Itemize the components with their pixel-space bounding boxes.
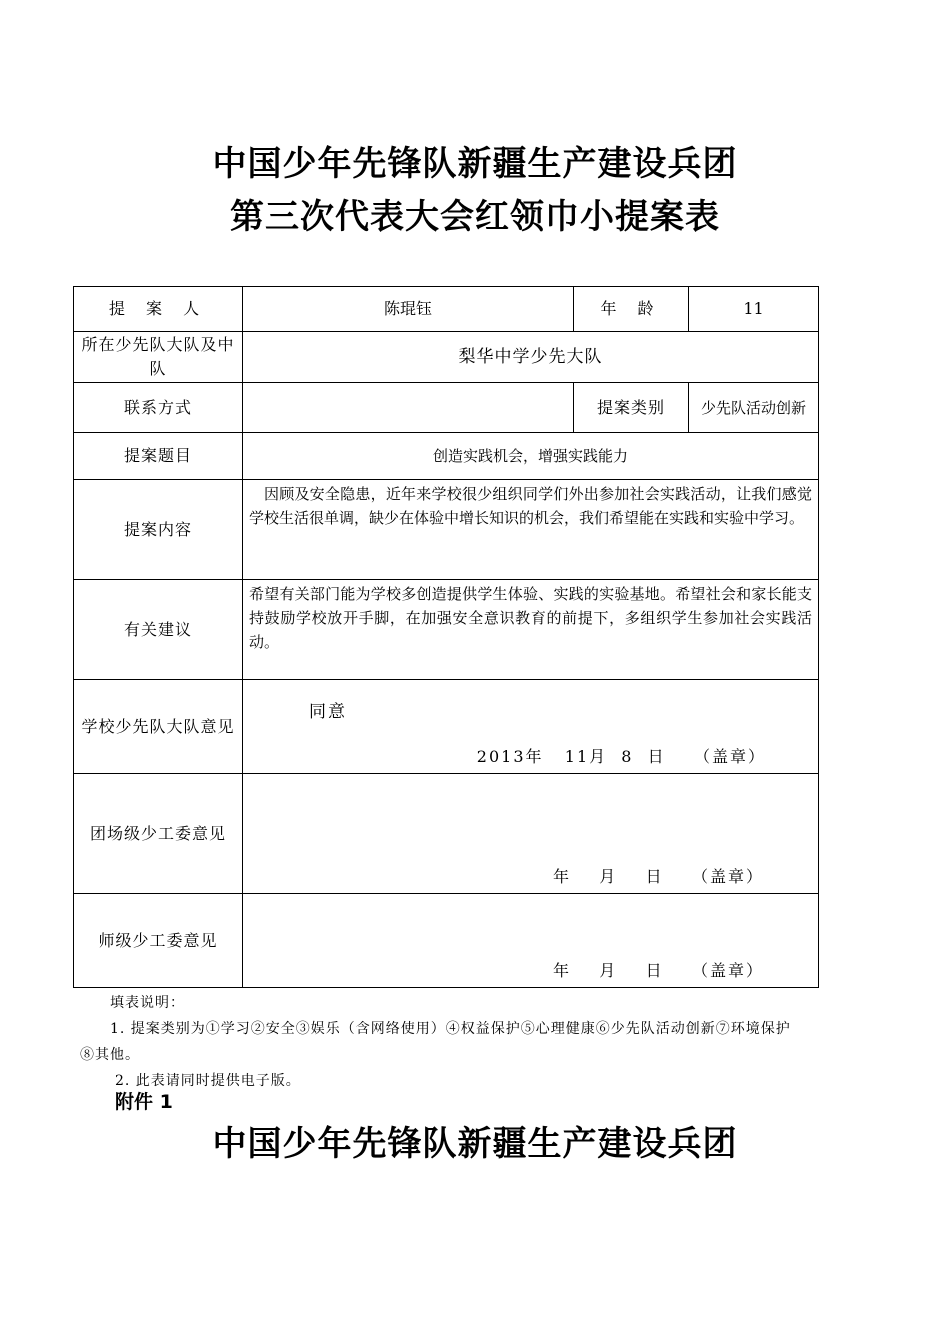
suggestion-label: 有关建议: [74, 580, 243, 680]
attachment-label: 附件 1: [115, 1091, 173, 1113]
regiment-opinion-label: 团场级少工委意见: [74, 774, 243, 894]
brigade-row: [74, 332, 819, 383]
age-label: 年 龄: [574, 287, 689, 332]
content-row: [74, 480, 819, 580]
brigade-label: 所在少先队大队及中队: [74, 332, 243, 383]
brigade-value: 梨华中学少先大队: [243, 332, 819, 383]
school-opinion-date: 2013年 11月 8 日 （盖章）: [476, 747, 766, 766]
document-title-line-2: 第三次代表大会红领巾小提案表: [230, 197, 720, 237]
instruction-item-1-continued: ⑧其他。: [80, 1047, 140, 1063]
suggestion-row: [74, 580, 819, 680]
content-label: 提案内容: [74, 480, 243, 580]
proposal-form-table: [73, 286, 819, 988]
attachment-title: 中国少年先锋队新疆生产建设兵团: [212, 1124, 738, 1164]
division-opinion-label: 师级少工委意见: [74, 894, 243, 988]
instruction-item-2: 2. 此表请同时提供电子版。: [115, 1073, 301, 1089]
filling-instructions: [80, 990, 880, 1094]
topic-value: 创造实践机会，增强实践能力: [243, 433, 819, 480]
document-title-line-1: 中国少年先锋队新疆生产建设兵团: [212, 144, 738, 184]
proposer-label: 提 案 人: [74, 287, 243, 332]
school-opinion-text: 同意: [309, 702, 347, 722]
suggestion-value: 希望有关部门能为学校多创造提供学生体验、实践的实验基地。希望社会和家长能支持鼓励学校放开手脚，在加强安全意识教育的前提下，多组织学生参加社会实践活动。: [243, 580, 819, 680]
topic-row: [74, 433, 819, 480]
proposer-row: [74, 287, 819, 332]
school-opinion-cell: [243, 680, 819, 774]
instruction-item-1: 1. 提案类别为①学习②安全③娱乐（含网络使用）④权益保护⑤心理健康⑥少先队活动创新⑦环境保护: [110, 1021, 791, 1037]
proposer-value: 陈琨钰: [243, 287, 574, 332]
contact-label: 联系方式: [74, 383, 243, 433]
school-opinion-label: 学校少先队大队意见: [74, 680, 243, 774]
regiment-opinion-row: [74, 774, 819, 894]
topic-label: 提案题目: [74, 433, 243, 480]
category-label: 提案类别: [574, 383, 689, 433]
instructions-heading: 填表说明：: [110, 995, 185, 1011]
division-opinion-cell: [243, 894, 819, 988]
contact-row: [74, 383, 819, 433]
regiment-opinion-date: 年 月 日 （盖章）: [552, 867, 764, 886]
contact-value: [243, 383, 574, 433]
division-opinion-row: [74, 894, 819, 988]
age-value: 11: [689, 287, 819, 332]
division-opinion-date: 年 月 日 （盖章）: [552, 961, 764, 980]
regiment-opinion-cell: [243, 774, 819, 894]
category-value: 少先队活动创新: [689, 383, 819, 433]
content-value: 因顾及安全隐患，近年来学校很少组织同学们外出参加社会实践活动，让我们感觉学校生活很单调，缺少在体验中增长知识的机会，我们希望能在实践和实验中学习。: [243, 480, 819, 580]
school-opinion-row: [74, 680, 819, 774]
